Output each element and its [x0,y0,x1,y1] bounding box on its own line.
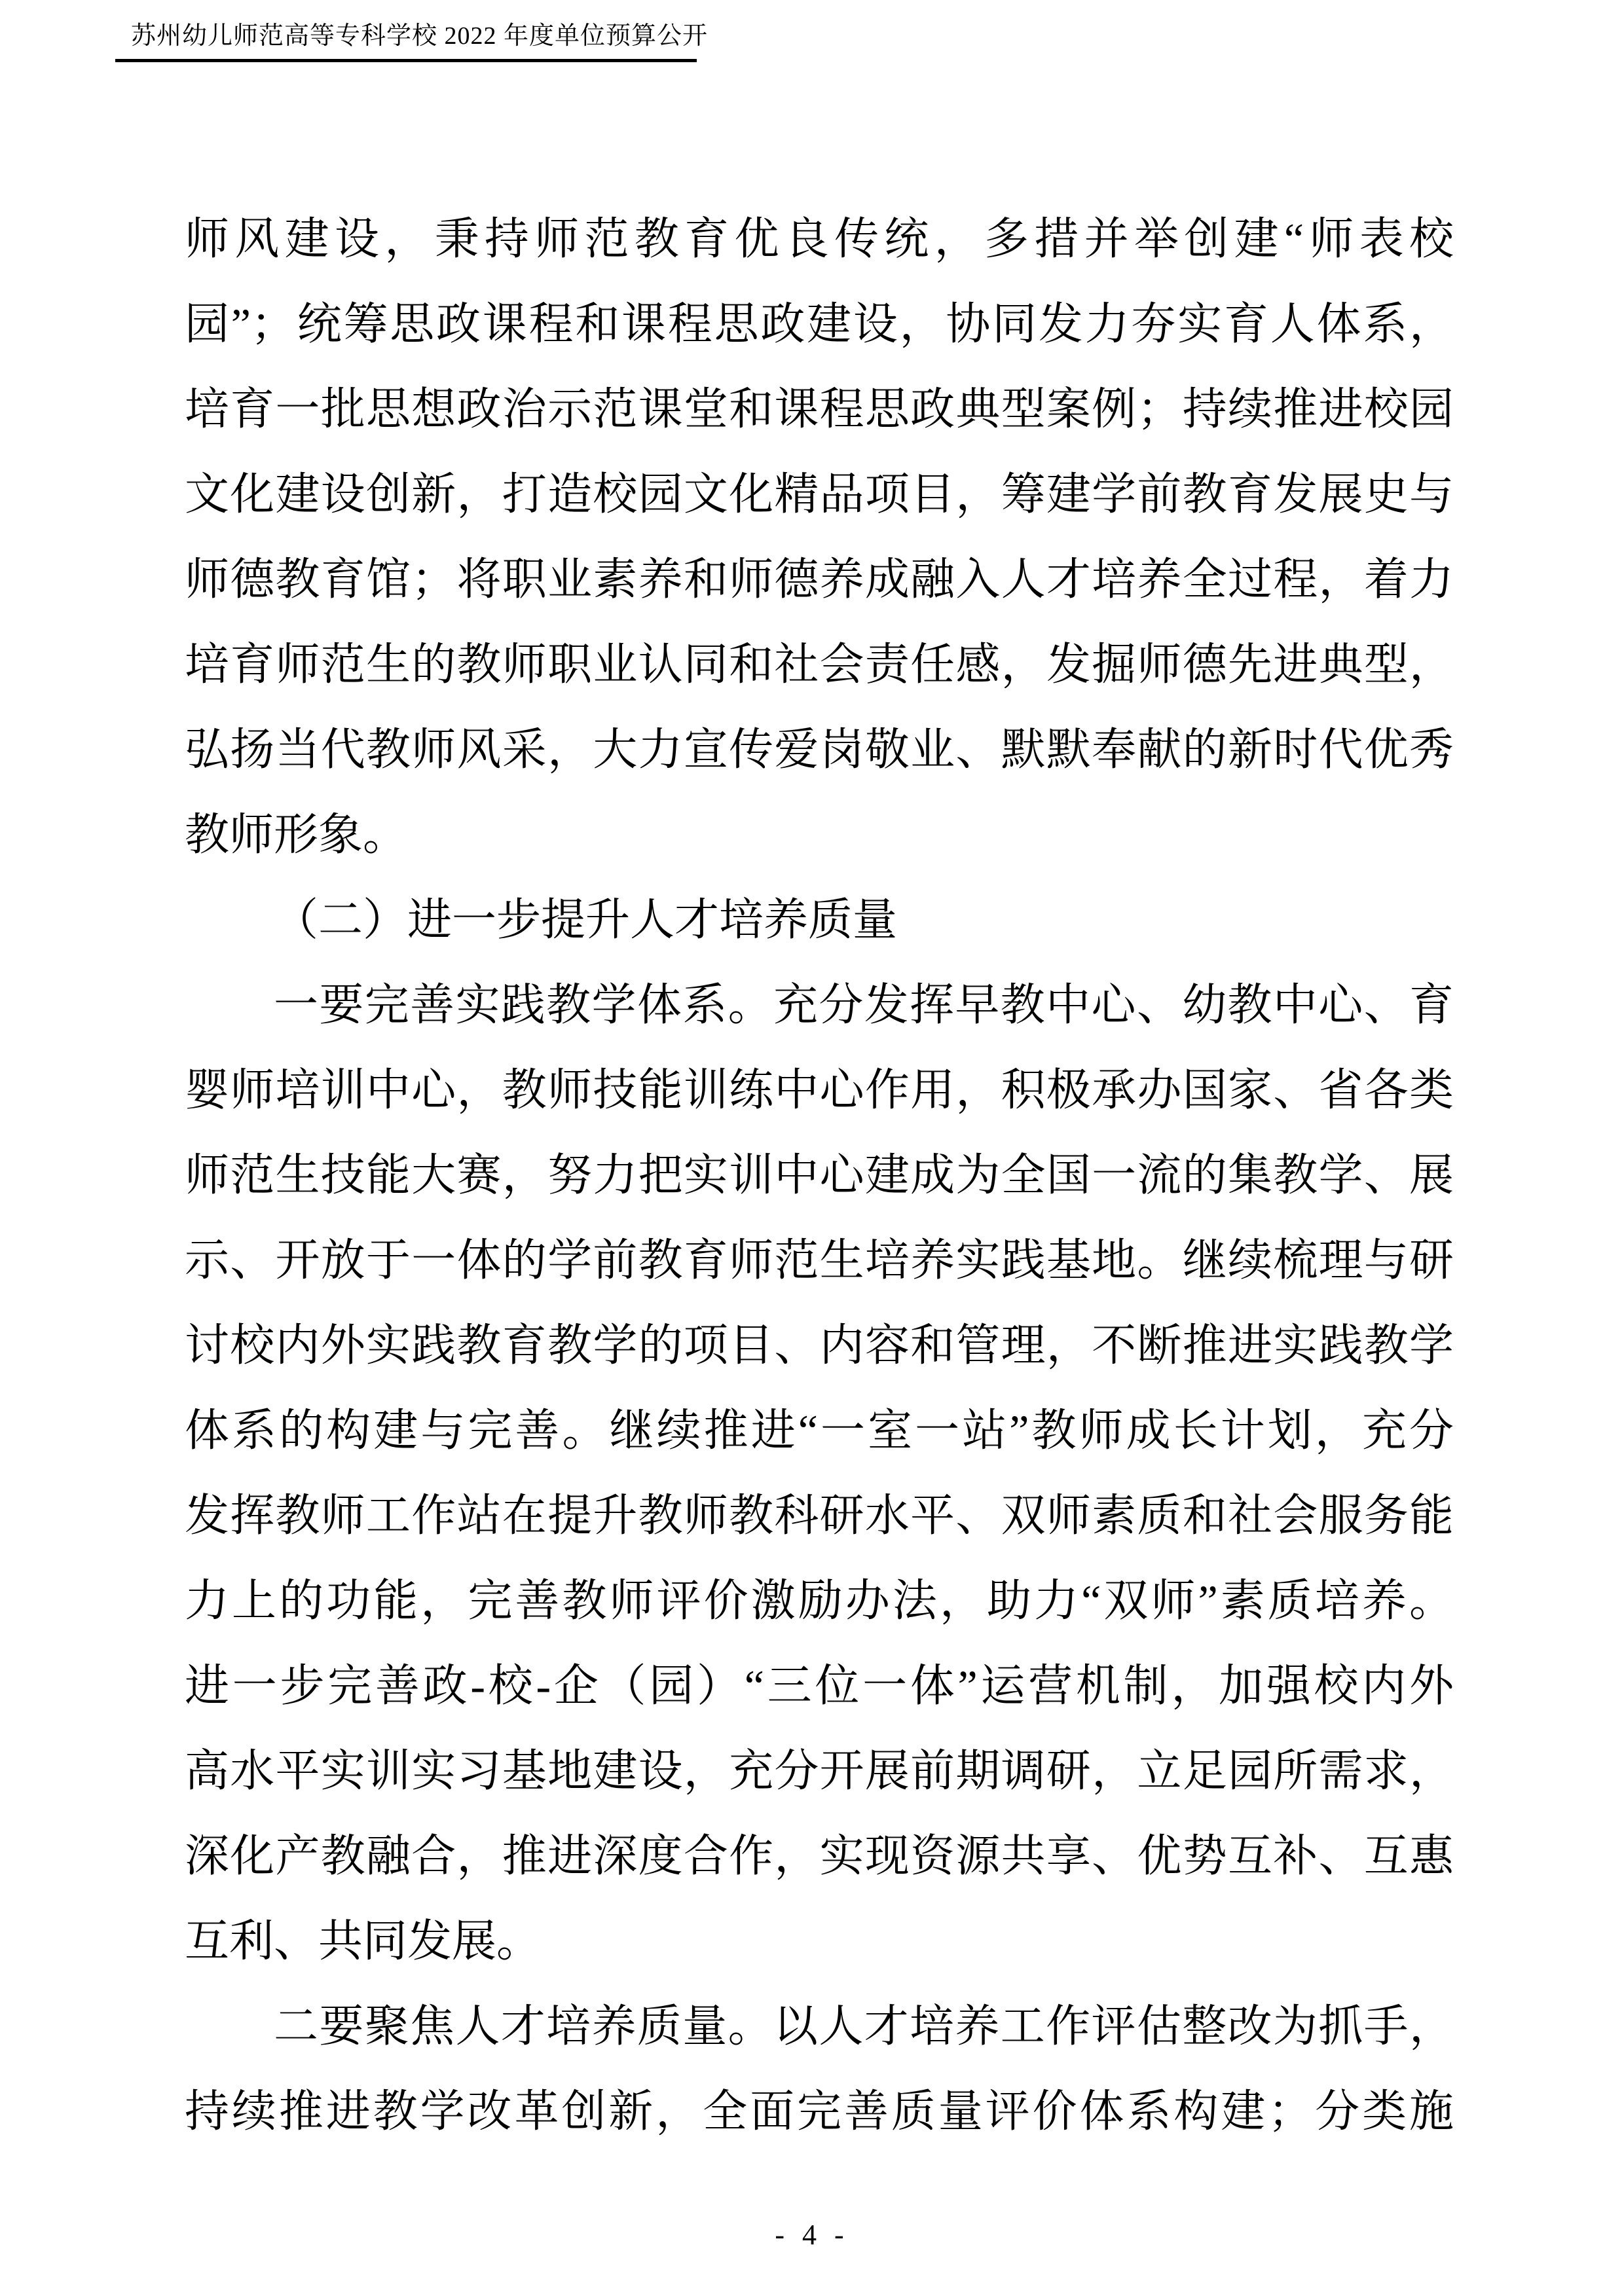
page-number: - 4 - [775,2219,849,2251]
body-line: 讨校内外实践教育教学的项目、内容和管理，不断推进实践教学 [185,1321,1454,1370]
document-body [185,196,1454,2154]
body-line: 一要完善实践教学体系。充分发挥早教中心、幼教中心、育 [274,980,1454,1030]
body-line: 持续推进教学改革创新，全面完善质量评价体系构建；分类施 [185,2086,1454,2136]
body-line: 高水平实训实习基地建设，充分开展前期调研，立足园所需求， [185,1746,1454,1796]
body-line: 教师形象。 [185,810,408,860]
body-line: 体系的构建与完善。继续推进“一室一站”教师成长计划，充分 [185,1406,1454,1455]
header-rule [115,59,697,62]
body-line: 示、开放于一体的学前教育师范生培养实践基地。继续梳理与研 [185,1235,1454,1285]
section-heading: （二）进一步提升人才培养质量 [274,895,898,945]
body-line: 力上的功能，完善教师评价激励办法，助力“双师”素质培养。 [185,1576,1454,1626]
body-line: 培育一批思想政治示范课堂和课程思政典型案例；持续推进校园 [185,384,1454,434]
body-line: 师范生技能大赛，努力把实训中心建成为全国一流的集教学、展 [185,1150,1454,1200]
body-line: 发挥教师工作站在提升教师教科研水平、双师素质和社会服务能 [185,1491,1454,1540]
body-line: 进一步完善政-校-企（园）“三位一体”运营机制，加强校内外 [185,1661,1454,1711]
body-line: 二要聚焦人才培养质量。以人才培养工作评估整改为抓手， [274,2001,1454,2051]
body-line: 师德教育馆；将职业素养和师德养成融入人才培养全过程，着力 [185,555,1454,604]
body-line: 文化建设创新，打造校园文化精品项目，筹建学前教育发展史与 [185,469,1454,519]
body-line: 园”；统筹思政课程和课程思政建设，协同发力夯实育人体系， [185,299,1454,349]
header-title: 苏州幼儿师范高等专科学校 2022 年度单位预算公开 [131,22,709,50]
body-line: 深化产教融合，推进深度合作，实现资源共享、优势互补、互惠 [185,1831,1454,1881]
body-line: 培育师范生的教师职业认同和社会责任感，发掘师德先进典型， [185,640,1454,689]
body-line: 师风建设，秉持师范教育优良传统，多措并举创建“师表校 [185,214,1454,264]
body-line: 婴师培训中心，教师技能训练中心作用，积极承办国家、省各类 [185,1065,1454,1115]
body-line: 弘扬当代教师风采，大力宣传爱岗敬业、默默奉献的新时代优秀 [185,725,1454,774]
body-line: 互利、共同发展。 [185,1916,542,1966]
